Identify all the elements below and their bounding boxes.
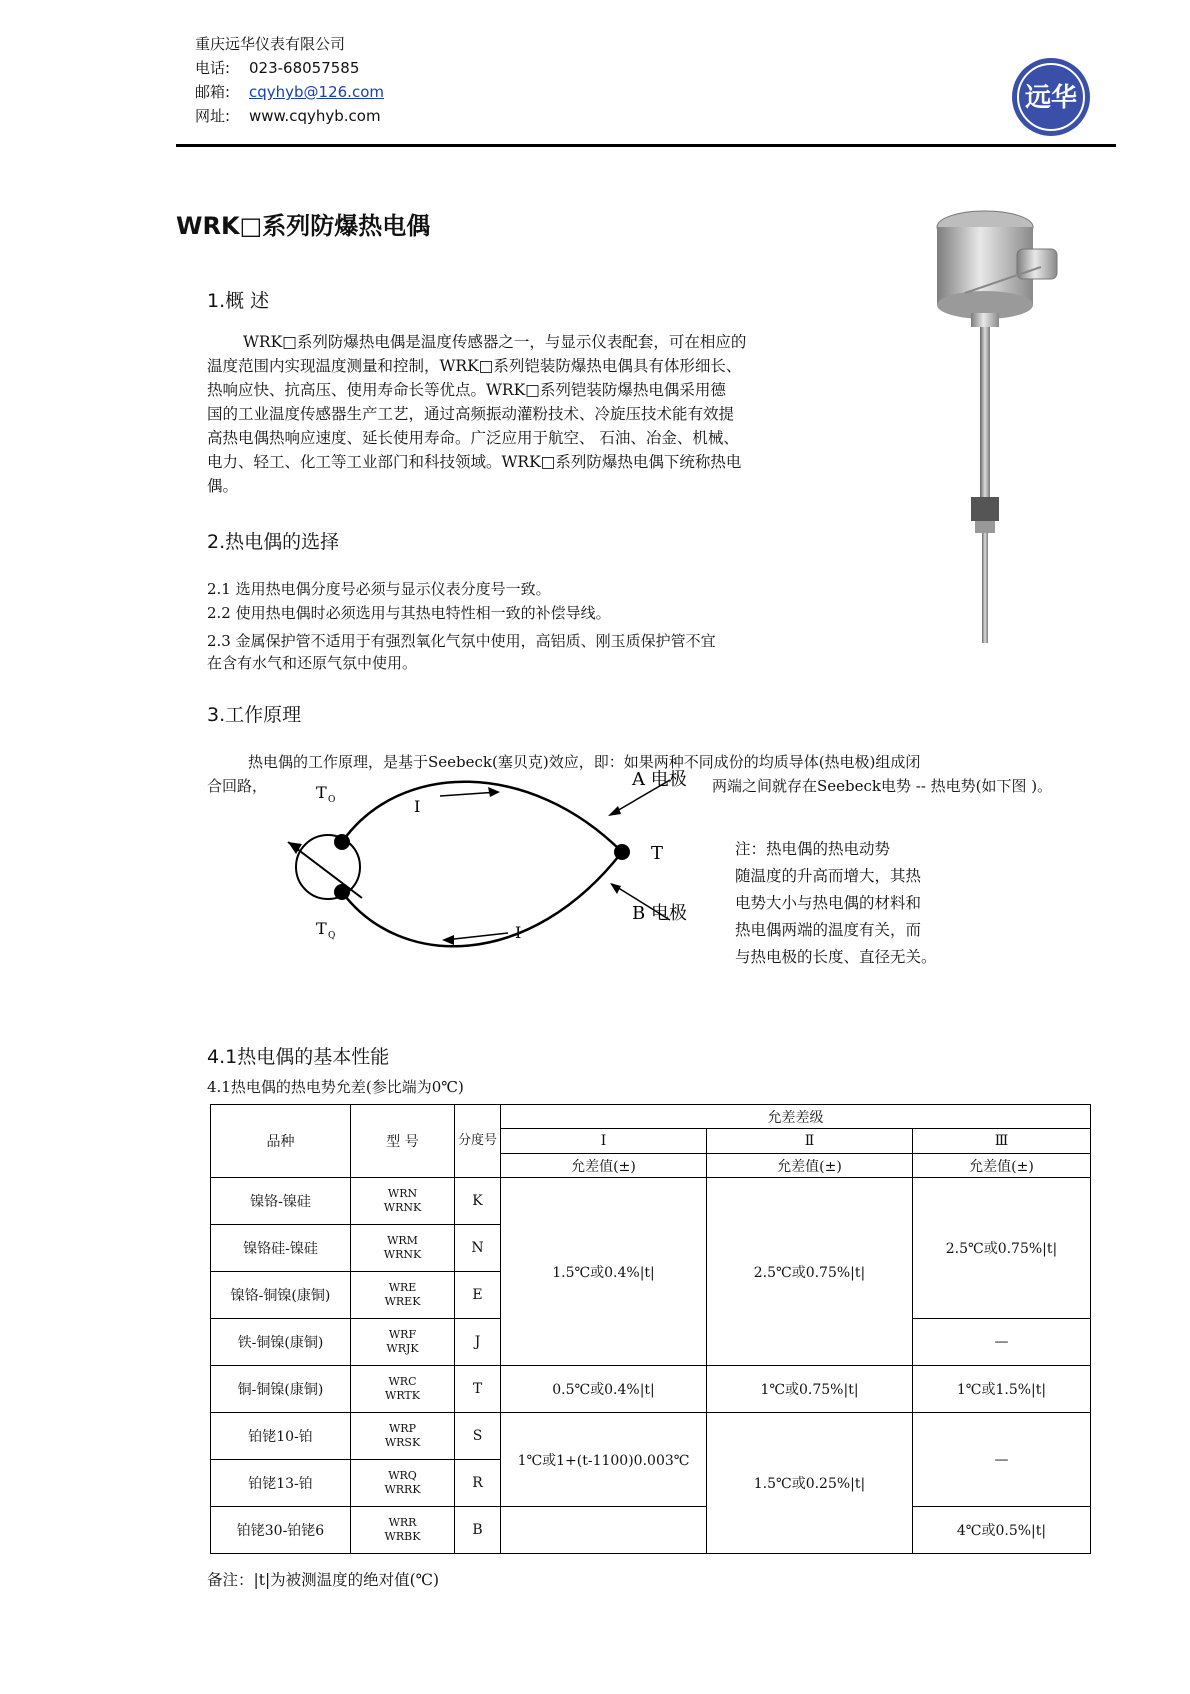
cell-variety: 铜-铜镍(康铜) — [211, 1366, 351, 1413]
cell-index: T — [455, 1366, 501, 1413]
phone-label: 电话: — [195, 59, 231, 77]
section-1-line: WRK□系列防爆热电偶是温度传感器之一，与显示仪表配套，可在相应的 — [243, 333, 747, 351]
cell-tol-3-J: — — [913, 1319, 1091, 1366]
electrode-a-wire — [342, 782, 622, 852]
note-line: 电势大小与热电偶的材料和 — [735, 894, 922, 912]
tolerance-table — [210, 1104, 1091, 1554]
page-title: WRK□系列防爆热电偶 — [176, 212, 431, 240]
cell-tol-2-SRB: 1.5℃或0.25%|t| — [707, 1413, 913, 1554]
cell-variety: 镍铬硅-镍硅 — [211, 1225, 351, 1272]
section-3-line2b: 两端之间就存在Seebeck电势 -- 热电势(如下图 )。 — [712, 777, 1053, 795]
section-1-line: 温度范围内实现温度测量和控制，WRK□系列铠装防爆热电偶具有体形细长、 — [207, 357, 742, 375]
cell-variety: 铂铑10-铂 — [211, 1413, 351, 1460]
cell-model: WRN WRNK — [351, 1178, 455, 1225]
thermocouple-diagram — [280, 770, 710, 970]
header-grade-3: Ⅲ — [913, 1129, 1091, 1153]
header-divider — [176, 144, 1116, 147]
cell-index: N — [455, 1225, 501, 1272]
junction-t0-bottom — [334, 884, 350, 900]
email-row — [195, 80, 384, 104]
section-2-item: 2.2 使用热电偶时必须选用与其热电特性相一致的补偿导线。 — [207, 604, 611, 622]
header-model: 型 号 — [351, 1105, 455, 1178]
section-2-heading: 2.热电偶的选择 — [207, 531, 340, 553]
cell-model: WRQ WRRK — [351, 1460, 455, 1507]
email-link[interactable]: cqyhyb@126.com — [249, 83, 384, 101]
section-4-heading: 4.1热电偶的基本性能 — [207, 1046, 390, 1068]
header-variety: 品种 — [211, 1105, 351, 1178]
note-line: 热电偶两端的温度有关，而 — [735, 921, 922, 939]
cell-variety: 铂铑30-铂铑6 — [211, 1507, 351, 1554]
header-sub-2: 允差值(±) — [707, 1153, 913, 1177]
cell-model: WRM WRNK — [351, 1225, 455, 1272]
section-1-line: 热响应快、抗高压、使用寿命长等优点。WRK□系列铠装防爆热电偶采用德 — [207, 381, 726, 399]
label-b-electrode: B 电极 — [632, 903, 687, 924]
header-index: 分度号 — [455, 1105, 501, 1178]
cell-tol-2-kneJ: 2.5℃或0.75%|t| — [707, 1178, 913, 1366]
electrode-b-wire — [342, 852, 622, 946]
section-1-line: 高热电偶热响应速度、延长使用寿命。广泛应用于航空、 石油、冶金、机械、 — [207, 429, 739, 447]
label-current-bottom: I — [515, 923, 522, 942]
cell-index: J — [455, 1319, 501, 1366]
meter-needle — [288, 842, 362, 898]
cell-tol-3-B: 4℃或0.5%|t| — [913, 1507, 1091, 1554]
current-arrow-top — [488, 787, 500, 797]
label-t0-bottom-sub: Q — [328, 931, 336, 941]
web-value: www.cqyhyb.com — [249, 107, 381, 125]
section-3-heading: 3.工作原理 — [207, 704, 302, 726]
note-line: 随温度的升高而增大，其热 — [735, 867, 922, 885]
section-1-heading: 1.概 述 — [207, 290, 270, 312]
cell-index: S — [455, 1413, 501, 1460]
current-arrow-bottom — [442, 935, 454, 945]
web-label: 网址: — [195, 107, 231, 125]
cell-index: E — [455, 1272, 501, 1319]
company-name: 重庆远华仪表有限公司 — [195, 35, 346, 53]
cell-model: WRR WRBK — [351, 1507, 455, 1554]
table-caption: 4.1热电偶的热电势允差(参比端为0℃) — [207, 1078, 464, 1096]
product-image — [905, 205, 1075, 645]
label-a-electrode: A 电极 — [632, 770, 687, 790]
header-tolerance: 允差差级 — [501, 1105, 1091, 1129]
cell-tol-1-T: 0.5℃或0.4%|t| — [501, 1366, 707, 1413]
cell-tol-1-B-empty — [501, 1507, 707, 1554]
cell-variety: 镍铬-铜镍(康铜) — [211, 1272, 351, 1319]
cell-model: WRF WRJK — [351, 1319, 455, 1366]
cell-variety: 镍铬-镍硅 — [211, 1178, 351, 1225]
cell-tol-1-SR: 1℃或1+(t-1100)0.003℃ — [501, 1413, 707, 1507]
label-t0-top: T — [316, 783, 327, 802]
section-3-line2a: 合回路， — [207, 777, 268, 795]
cell-index: B — [455, 1507, 501, 1554]
section-1-line: 偶。 — [207, 477, 239, 495]
phone-value: 023-68057585 — [249, 59, 360, 77]
note-line: 注：热电偶的热电动势 — [735, 840, 891, 858]
header-sub-1: 允差值(±) — [501, 1153, 707, 1177]
cell-variety: 铁-铜镍(康铜) — [211, 1319, 351, 1366]
label-current-top: I — [414, 797, 421, 816]
web-row — [195, 104, 381, 128]
label-t0-top-sub: O — [328, 795, 336, 805]
cell-tol-2-T: 1℃或0.75%|t| — [707, 1366, 913, 1413]
cell-tol-1-kneJ: 1.5℃或0.4%|t| — [501, 1178, 707, 1366]
section-2-item: 2.3 金属保护管不适用于有强烈氧化气氛中使用，高铝质、刚玉质保护管不宜 — [207, 632, 716, 650]
cell-model: WRP WRSK — [351, 1413, 455, 1460]
section-2-item: 在含有水气和还原气氛中使用。 — [207, 654, 418, 672]
header-grade-1: Ⅰ — [501, 1129, 707, 1153]
cell-index: R — [455, 1460, 501, 1507]
cell-tol-3-SR: — — [913, 1413, 1091, 1507]
cell-tol-3-T: 1℃或1.5%|t| — [913, 1366, 1091, 1413]
company-logo — [1010, 56, 1092, 138]
section-1-line: 电力、轻工、化工等工业部门和科技领域。WRK□系列防爆热电偶下统称热电 — [207, 453, 742, 471]
note-line: 与热电极的长度、直径无关。 — [735, 948, 937, 966]
cell-model: WRC WRTK — [351, 1366, 455, 1413]
header-grade-2: Ⅱ — [707, 1129, 913, 1153]
table-remark: 备注：|t|为被测温度的绝对值(℃) — [207, 1571, 440, 1589]
diagram-note — [735, 836, 937, 971]
cell-tol-3-kne: 2.5℃或0.75%|t| — [913, 1178, 1091, 1319]
section-1-body — [207, 330, 867, 498]
phone-row — [195, 56, 359, 80]
section-1-line: 国的工业温度传感器生产工艺，通过高频振动灌粉技术、冷旋压技术能有效提 — [207, 405, 735, 423]
label-t: T — [651, 843, 664, 864]
cell-variety: 铂铑13-铂 — [211, 1460, 351, 1507]
section-3-line1: 热电偶的工作原理，是基于Seebeck(塞贝克)效应，即：如果两种不同成份的均质导体(热电极)组成闭 — [248, 753, 921, 771]
junction-t0-top — [334, 834, 350, 850]
logo-text: 远华 — [1024, 83, 1078, 113]
cell-index: K — [455, 1178, 501, 1225]
label-t0-bottom: T — [316, 919, 327, 938]
section-2-item: 2.1 选用热电偶分度号必须与显示仪表分度号一致。 — [207, 580, 551, 598]
cell-model: WRE WREK — [351, 1272, 455, 1319]
hot-junction — [614, 844, 630, 860]
email-label: 邮箱: — [195, 83, 231, 101]
header-sub-3: 允差值(±) — [913, 1153, 1091, 1177]
